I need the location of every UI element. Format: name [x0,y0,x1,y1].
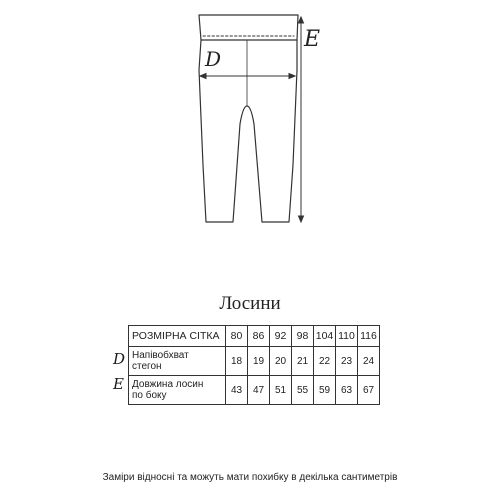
row-marker-e: E [113,375,124,393]
value-cell: 55 [292,376,314,405]
value-cell: 19 [248,347,270,376]
value-cell: 21 [292,347,314,376]
size-cell: 104 [314,326,336,347]
value-cell: 24 [358,347,380,376]
value-cell: 23 [336,347,358,376]
value-cell: 18 [226,347,248,376]
row-label-hip: Напівобхват стегон [129,347,226,376]
row-label-length: Довжина лосин по боку [129,376,226,405]
size-cell: 80 [226,326,248,347]
hip-arrow-left [200,74,206,79]
leggings-diagram [0,0,500,240]
table-row [129,347,380,376]
size-cell: 110 [336,326,358,347]
diagram-letter-e: E [304,27,321,52]
row-marker-d: D [113,350,126,368]
diagram-letter-d: D [205,47,222,71]
value-cell: 63 [336,376,358,405]
size-cell: 92 [270,326,292,347]
length-arrow-top [299,17,304,23]
value-cell: 59 [314,376,336,405]
hip-arrow-right [289,74,295,79]
size-cell: 116 [358,326,380,347]
table-row [129,376,380,405]
size-cell: 86 [248,326,270,347]
table-header-row [129,326,380,347]
value-cell: 22 [314,347,336,376]
value-cell: 47 [248,376,270,405]
size-cell: 98 [292,326,314,347]
table-header-label: РОЗМІРНА СІТКА [129,326,226,347]
page-title: Лосини [219,293,281,314]
size-table [128,325,380,405]
value-cell: 51 [270,376,292,405]
footnote: Заміри відносні та можуть мати похибку в декілька сантиметрів [102,472,398,483]
length-arrow-bottom [299,216,304,222]
value-cell: 20 [270,347,292,376]
value-cell: 67 [358,376,380,405]
value-cell: 43 [226,376,248,405]
